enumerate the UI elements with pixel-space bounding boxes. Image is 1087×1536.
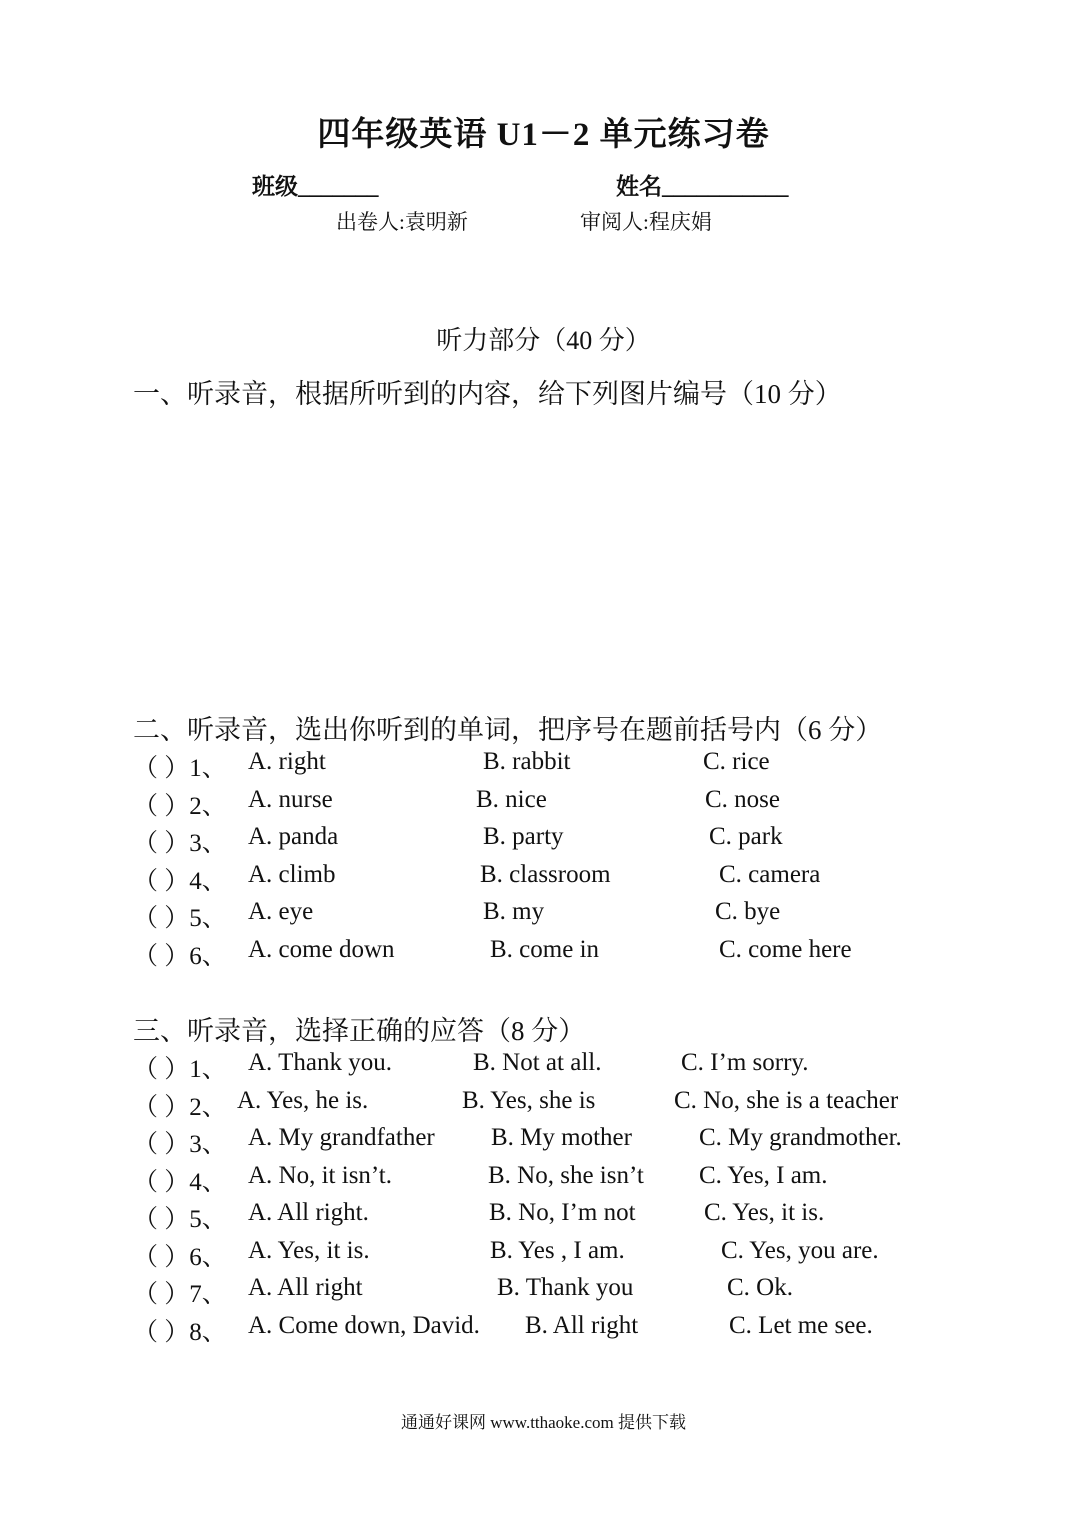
section-3-title: 三、听录音，选择正确的应答（8 分） xyxy=(133,1016,586,1046)
option-a: A. Yes, he is. xyxy=(237,1086,369,1114)
option-b: B. No, I’m not xyxy=(489,1199,636,1226)
question-number: （ ）5、 xyxy=(133,905,227,933)
option-c: C. Ok. xyxy=(727,1274,793,1301)
page-title: 四年级英语 U1－2 单元练习卷 xyxy=(317,117,770,153)
option-b: B. my xyxy=(483,898,545,926)
question-row xyxy=(133,1237,993,1269)
question-number: （ ）6、 xyxy=(133,1243,227,1271)
question-row xyxy=(133,786,993,818)
question-row xyxy=(133,898,993,933)
option-a: A. nurse xyxy=(248,785,333,813)
option-c: C. bye xyxy=(715,898,781,926)
question-row xyxy=(133,861,993,893)
option-b: B. classroom xyxy=(480,860,611,888)
option-a: A. All right. xyxy=(248,1199,369,1226)
option-a: A. Yes, it is. xyxy=(248,1236,370,1264)
option-c: C. Let me see. xyxy=(729,1311,873,1339)
option-c: C. No, she is a teacher xyxy=(674,1086,899,1114)
question-number: （ ）3、 xyxy=(133,1131,227,1158)
question-number: （ ）7、 xyxy=(133,1281,227,1308)
question-row xyxy=(133,1199,993,1231)
option-a: A. eye xyxy=(248,898,314,926)
footer-credit: 通通好课网 www.tthaoke.com 提供下载 xyxy=(400,1413,687,1432)
option-b: B. Yes, she is xyxy=(462,1086,596,1114)
question-number: （ ）5、 xyxy=(133,1206,227,1233)
question-number: （ ）6、 xyxy=(133,943,227,970)
question-number: （ ）4、 xyxy=(133,867,227,895)
option-a: A. My grandfather xyxy=(248,1124,435,1151)
option-b: B. My mother xyxy=(491,1124,632,1151)
option-b: B. Yes , I am. xyxy=(490,1236,625,1264)
option-b: B. All right xyxy=(525,1311,639,1339)
option-c: C. camera xyxy=(719,860,821,888)
question-number: （ ）2、 xyxy=(133,1093,227,1121)
option-c: C. rice xyxy=(703,748,770,775)
option-c: C. Yes, you are. xyxy=(721,1236,879,1264)
option-a: A. panda xyxy=(248,823,339,851)
question-number: （ ）1、 xyxy=(133,1056,227,1083)
section-1-title: 一、听录音，根据所听到的内容，给下列图片编号（10 分） xyxy=(133,379,842,409)
option-a: A. Come down, David. xyxy=(248,1311,480,1339)
option-a: A. right xyxy=(248,748,326,775)
question-row xyxy=(133,823,993,858)
question-row xyxy=(133,748,993,780)
option-b: B. No, she isn’t xyxy=(488,1161,644,1189)
question-row xyxy=(133,936,993,968)
question-number: （ ）2、 xyxy=(133,792,227,820)
name-field: 姓名___________ xyxy=(616,174,789,199)
option-c: C. Yes, I am. xyxy=(699,1161,828,1189)
question-row xyxy=(133,1274,993,1306)
option-c: C. come here xyxy=(719,936,852,963)
option-b: B. come in xyxy=(490,936,600,963)
author-label: 出卷人:袁明新 xyxy=(336,210,468,234)
question-row xyxy=(133,1312,993,1344)
class-field: 班级_______ xyxy=(252,174,379,199)
option-c: C. My grandmother. xyxy=(699,1124,902,1151)
question-row xyxy=(133,1087,993,1119)
question-number: （ ）3、 xyxy=(133,830,227,858)
option-b: B. rabbit xyxy=(483,748,571,775)
option-c: C. Yes, it is. xyxy=(704,1199,825,1226)
listening-section-heading: 听力部分（40 分） xyxy=(436,326,651,355)
question-row xyxy=(133,1162,993,1194)
option-b: B. party xyxy=(483,823,564,851)
option-b: B. Not at all. xyxy=(473,1049,602,1076)
section-2-title: 二、听录音，选出你听到的单词，把序号在题前括号内（6 分） xyxy=(133,715,883,745)
question-number: （ ）4、 xyxy=(133,1168,227,1196)
question-row xyxy=(133,1049,993,1081)
option-a: A. Thank you. xyxy=(248,1049,392,1076)
question-number: （ ）1、 xyxy=(133,755,227,782)
option-a: A. come down xyxy=(248,936,395,963)
option-a: A. All right xyxy=(248,1274,363,1301)
question-number: （ ）8、 xyxy=(133,1318,227,1346)
option-b: B. Thank you xyxy=(497,1274,634,1301)
option-a: A. No, it isn’t. xyxy=(248,1161,392,1189)
reviewer-label: 审阅人:程庆娟 xyxy=(580,210,712,234)
question-row xyxy=(133,1124,993,1156)
option-a: A. climb xyxy=(248,860,336,888)
option-c: C. I’m sorry. xyxy=(681,1049,809,1076)
option-b: B. nice xyxy=(476,785,547,813)
option-c: C. nose xyxy=(705,785,780,813)
option-c: C. park xyxy=(709,823,783,851)
